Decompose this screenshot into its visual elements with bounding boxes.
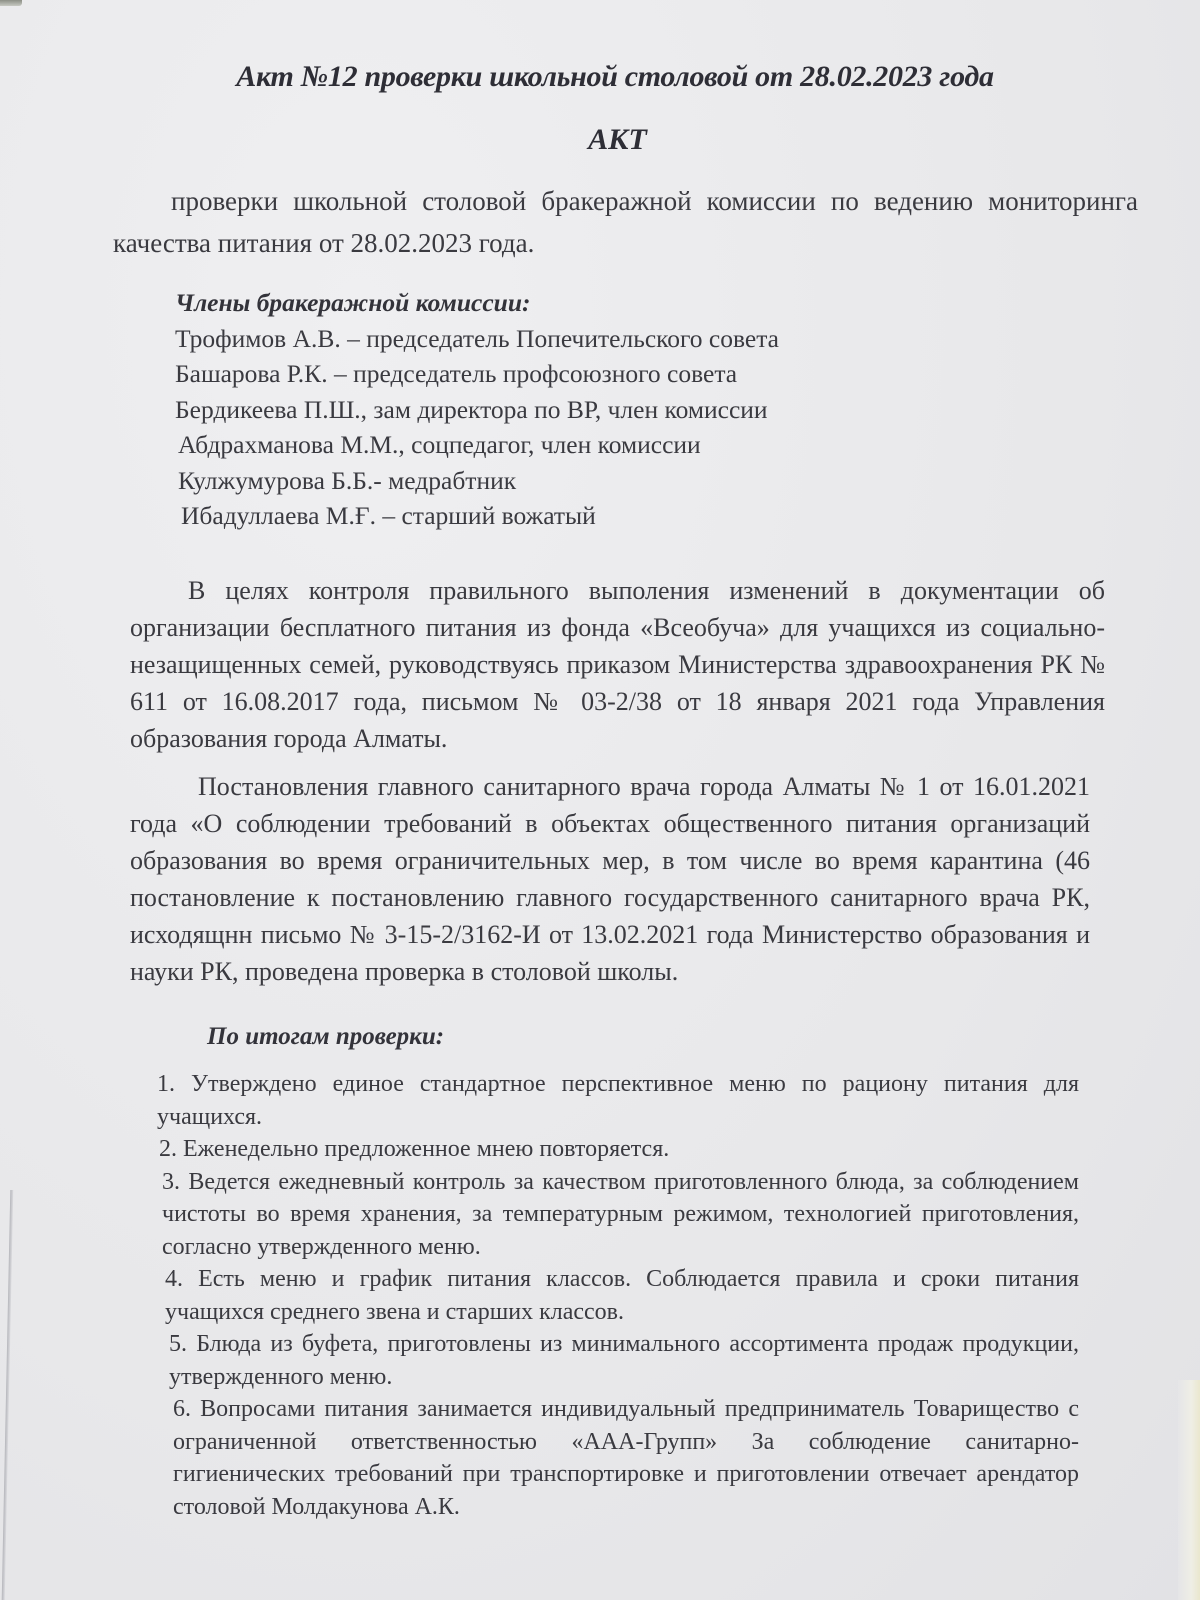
member-item: Кулжумурова Б.Б.- медрабтник	[178, 465, 517, 495]
act-heading: АКТ	[588, 123, 647, 156]
member-item: Трофимов А.В. – председатель Попечительского совета	[175, 323, 779, 353]
members-heading: Члены бракеражной комиссии:	[175, 288, 531, 317]
page-edge-right	[1178, 1380, 1200, 1600]
commission-members	[175, 285, 935, 534]
paragraph-regulation: Постановления главного санитарного врача города Алматы № 1 от 16.01.2021 года «О соблюдении требований в объектах общественного питания организаций образования во время ограничительных мер, в том числе во время карантина (46 постановление к постановлению главного государственного санитарного врача РК, исходящнн письмо № 3-15-2/3162-И от 13.02.2021 года Министерство образования и науки РК, проведена проверка в столовой школы.	[130, 772, 1090, 986]
document-title: Акт №12 проверки школьной столовой от 28.02.2023 года	[236, 60, 994, 93]
paragraph-purpose: В целях контроля правильного выполения изменений в документации об организации бесплатного питания из фонда «Всеобуча» для учащихся из социально-незащищенных семей, руководствуясь приказом Министерства здравоохранения РК № 611 от 16.08.2017 года, письмом № 03-2/38 от 18 января 2021 года Управления образования города Алматы.	[130, 576, 1105, 753]
result-item: 5. Блюда из буфета, приготовлены из минимального ассортимента продаж продукции, утвержденного меню.	[169, 1331, 1079, 1390]
act-subtitle: проверки школьной столовой бракеражной комиссии по ведению мониторинга качества питания от 28.02.2023 года.	[113, 186, 1138, 258]
result-item: 1. Утверждено единое стандартное перспективное меню по рациону питания для учащихся.	[157, 1071, 1079, 1130]
member-item: Бердикеева П.Ш., зам директора по ВР, член комиссии	[175, 394, 768, 424]
result-item: 3. Ведется ежедневный контроль за качеством приготовленного блюда, за соблюдением чистоты во время хранения, за температурным режимом, технологией приготовления, согласно утвержденного меню.	[162, 1168, 1079, 1260]
member-item: Башарова Р.К. – председатель профсоюзного совета	[175, 359, 738, 388]
member-item: Абдрахманова М.М., соцпедагог, член комиссии	[178, 430, 701, 459]
result-item: 6. Вопросами питания занимается индивидуальный предприниматель Товарищество с ограниченной ответственностью «ААА-Групп» За соблюдение санитарно-гигиенических требований при транспортировке и приготовлении отвечает арендатор столовой Молдакунова А.К.	[173, 1396, 1079, 1520]
results-heading: По итогам проверки:	[207, 1023, 445, 1050]
result-item: 2. Еженедельно предложенное мнею повторяется.	[159, 1136, 670, 1162]
member-item: Ибадуллаева М.Ғ. – старший вожатый	[181, 501, 596, 530]
result-item: 4. Есть меню и график питания классов. Соблюдается правила и сроки питания учащихся среднего звена и старших классов.	[165, 1266, 1079, 1325]
results-list	[157, 1068, 1079, 1523]
binder-clip	[0, 0, 22, 6]
